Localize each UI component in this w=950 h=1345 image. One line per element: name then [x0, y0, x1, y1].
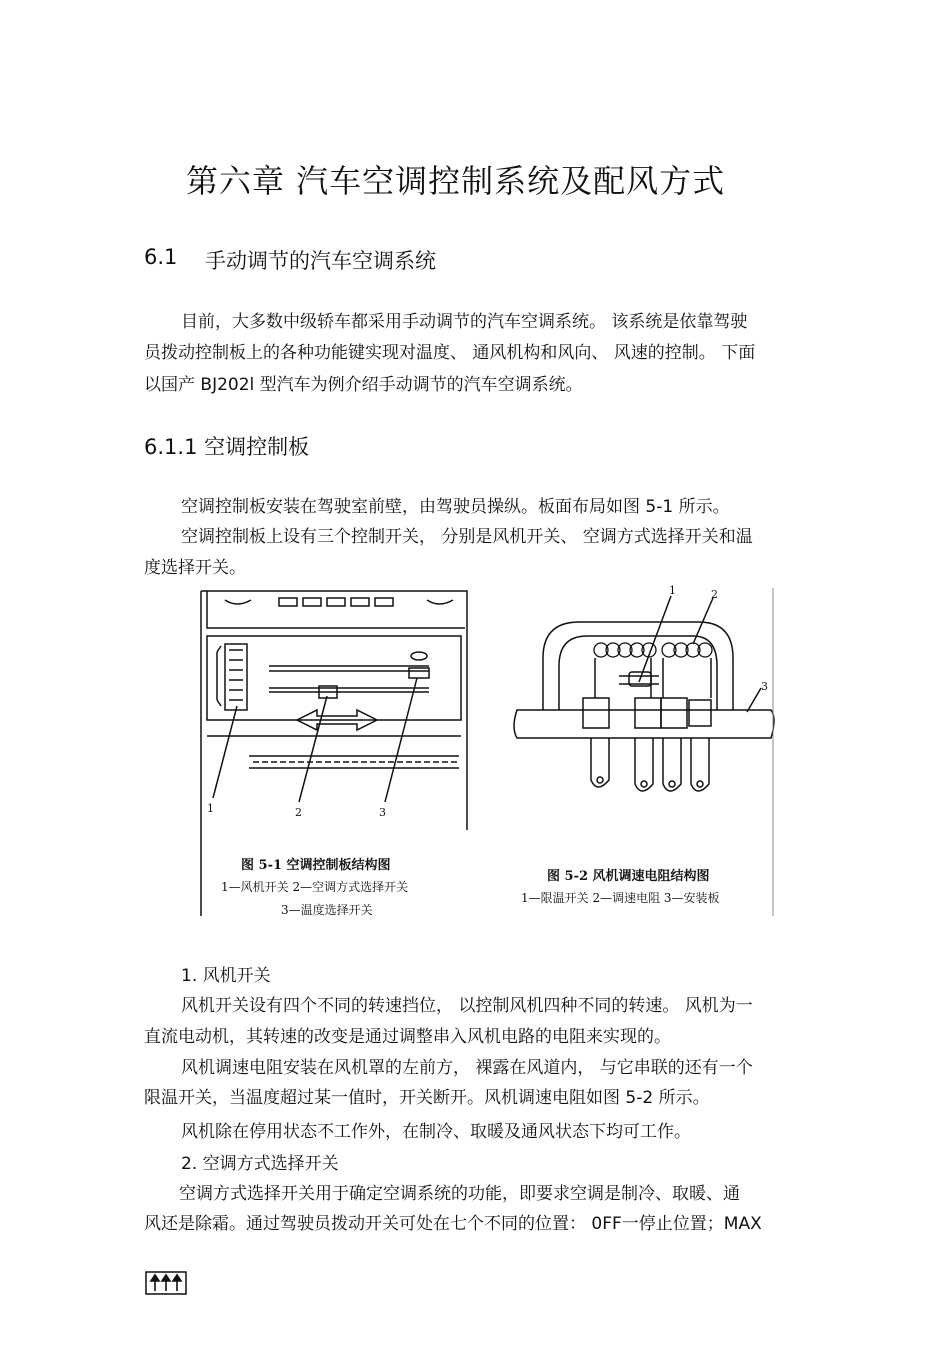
section-heading: 手动调节的汽车空调系统 [205, 249, 436, 273]
paragraph-line: 风机调速电阻安装在风机罩的左前方， 裸露在风道内， 与它串联的还有一个 [181, 1058, 753, 1078]
figure-label: 2 [295, 806, 302, 819]
paragraph-line: 空调控制板上设有三个控制开关， 分别是风机开关、 空调方式选择开关和温 [181, 527, 753, 547]
triple-up-arrow-icon [145, 1271, 187, 1295]
subsection-heading: 6.1.1 空调控制板 [144, 435, 310, 459]
item-heading: 2. 空调方式选择开关 [181, 1154, 339, 1174]
figure-label: 3 [379, 806, 386, 819]
paragraph-line: 员拨动控制板上的各种功能键实现对温度、 通风机构和风向、 风速的控制。 下面 [144, 343, 756, 363]
figure-caption: 图 5-2 风机调速电阻结构图 [547, 869, 710, 884]
figure-label: 1 [669, 584, 676, 597]
figure-block [199, 584, 775, 917]
figure-legend: 1—限温开关 2—调速电阻 3—安装板 [521, 891, 720, 905]
item-heading: 1. 风机开关 [181, 966, 271, 986]
paragraph-line: 风机开关设有四个不同的转速挡位， 以控制风机四种不同的转速。 风机为一 [181, 996, 753, 1016]
figure-label: 1 [207, 802, 214, 815]
paragraph-line: 空调方式选择开关用于确定空调系统的功能，即要求空调是制冷、取暖、通 [179, 1184, 740, 1204]
figure-legend: 1—风机开关 2—空调方式选择开关 [221, 880, 409, 894]
paragraph-line: 空调控制板安装在驾驶室前壁，由驾驶员操纵。板面布局如图 5-1 所示。 [181, 497, 730, 517]
page-title: 第六章 汽车空调控制系统及配风方式 [186, 162, 726, 200]
figure-label: 3 [761, 680, 768, 693]
paragraph-line: 风机除在停用状态不工作外，在制冷、取暖及通风状态下均可工作。 [181, 1122, 691, 1142]
paragraph-line: 以国产 BJ202l 型汽车为例介绍手动调节的汽车空调系统。 [144, 375, 583, 395]
paragraph-line: 目前，大多数中级轿车都采用手动调节的汽车空调系统。 该系统是依靠驾驶 [181, 312, 748, 332]
figure-legend: 3—温度选择开关 [281, 903, 373, 917]
paragraph-line: 直流电动机，其转速的改变是通过调整串入风机电路的电阻来实现的。 [144, 1027, 671, 1047]
paragraph-line: 风还是除霜。通过驾驶员拨动开关可处在七个不同的位置： 0FF一停止位置；MAX [144, 1214, 762, 1234]
figure-caption: 图 5-1 空调控制板结构图 [241, 858, 391, 873]
section-number: 6.1 [144, 245, 178, 269]
paragraph-line: 度选择开关。 [144, 558, 246, 578]
figure-label: 2 [711, 588, 718, 601]
paragraph-line: 限温开关，当温度超过某一值时，开关断开。风机调速电阻如图 5-2 所示。 [144, 1088, 710, 1108]
